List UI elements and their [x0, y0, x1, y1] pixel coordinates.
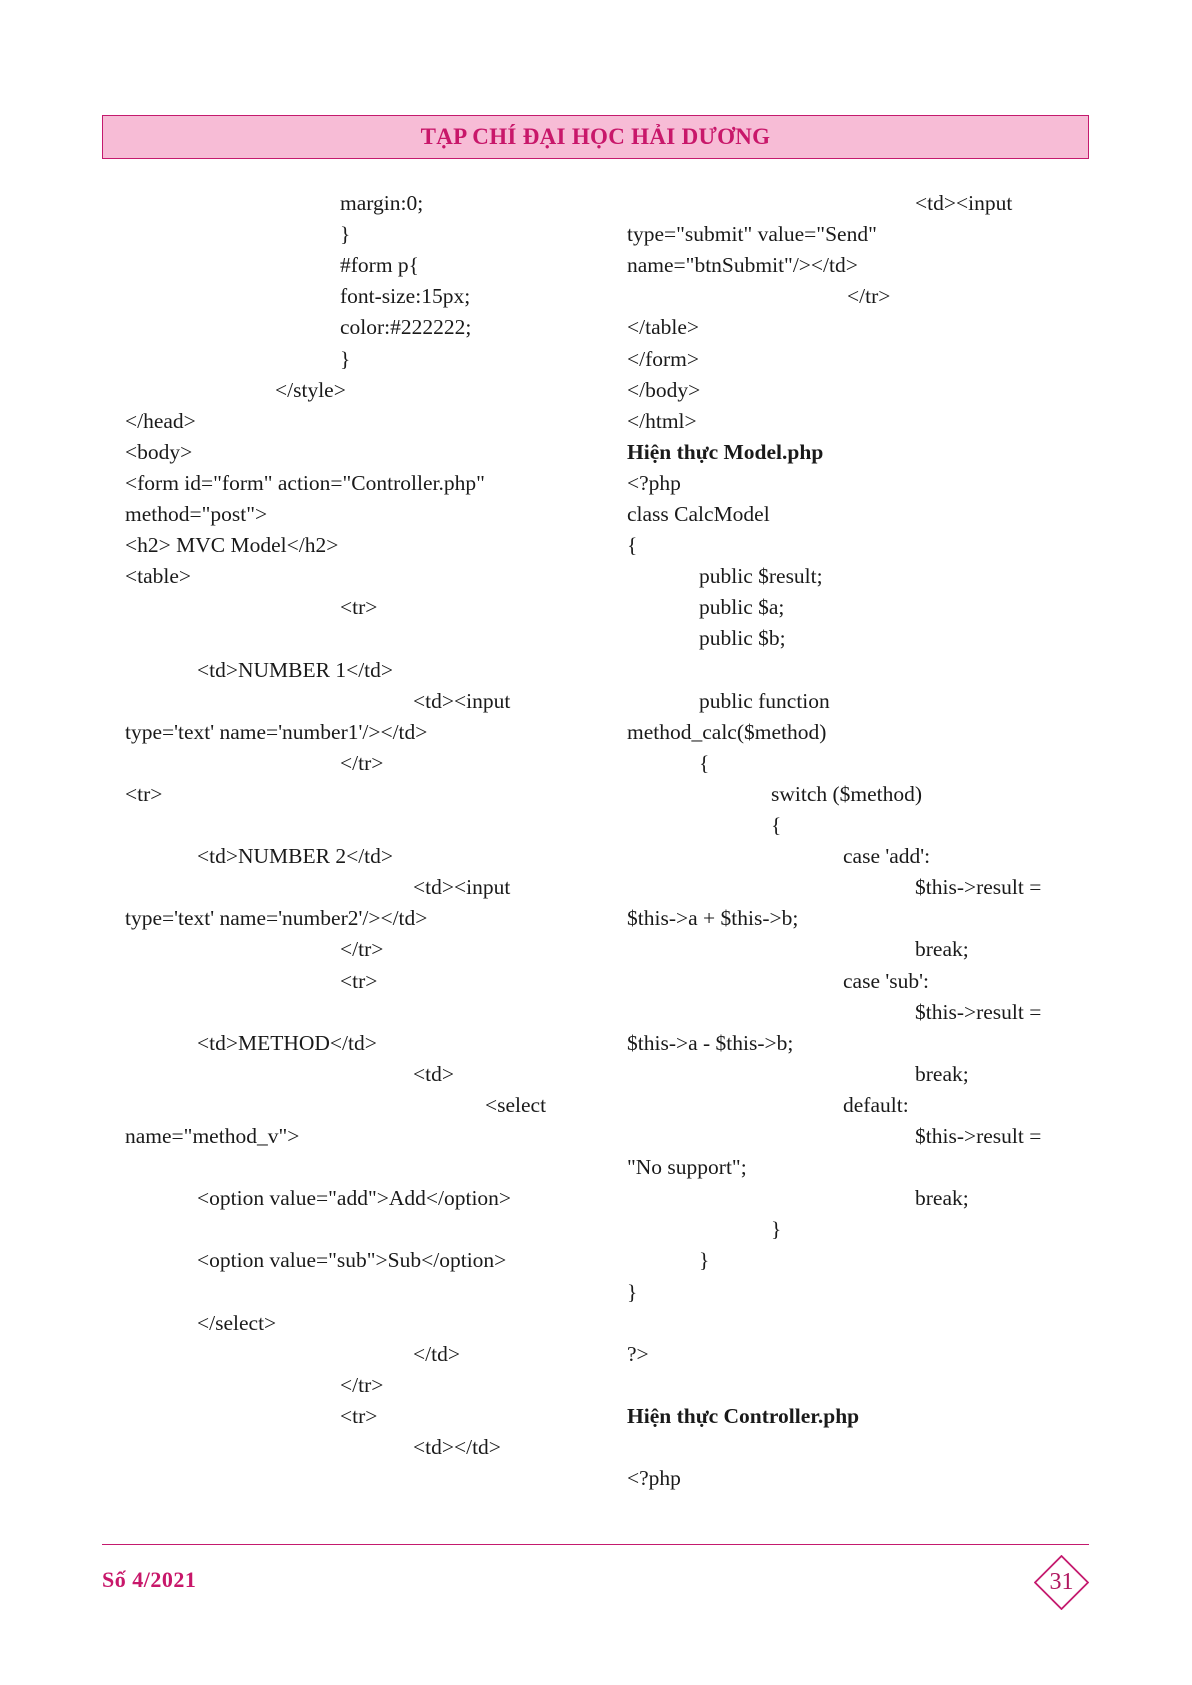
code-line: <tr>	[340, 968, 378, 993]
code-line: <td></td>	[413, 1435, 501, 1459]
code-line: </select>	[197, 1310, 277, 1335]
code-line: <td>METHOD</td>	[197, 1030, 377, 1055]
code-line: case 'sub':	[843, 968, 929, 993]
code-line: <td>NUMBER 1</td>	[197, 657, 394, 682]
code-line: public function	[699, 688, 830, 713]
code-line: <td><input	[413, 688, 511, 713]
code-line: $this->result =	[915, 875, 1042, 900]
code-line: $this->result =	[915, 1124, 1042, 1148]
code-line: }	[340, 346, 351, 371]
code-line: method_calc($method)	[627, 719, 827, 744]
code-line: margin:0;	[340, 191, 424, 215]
code-line: #form p{	[340, 253, 419, 278]
code-line: class CalcModel	[627, 502, 770, 526]
code-line: color:#222222;	[340, 315, 472, 340]
journal-header	[102, 115, 1089, 159]
issue-label: Số 4/2021	[102, 1567, 197, 1592]
code-line: default:	[843, 1092, 909, 1117]
code-line: <option value="add">Add</option>	[197, 1186, 512, 1211]
code-line: public $result;	[699, 564, 823, 589]
code-line: name="method_v">	[125, 1124, 300, 1148]
code-line: $this->a + $this->b;	[627, 906, 799, 931]
code-line: break;	[915, 1186, 969, 1211]
code-line: </style>	[275, 377, 346, 402]
code-line: public $a;	[699, 595, 785, 620]
code-line: }	[340, 222, 351, 247]
code-line: </form>	[627, 346, 700, 371]
code-line: </td>	[413, 1341, 460, 1366]
code-line: $this->a - $this->b;	[627, 1030, 794, 1055]
code-line: </table>	[627, 315, 700, 340]
code-line: }	[699, 1248, 710, 1273]
code-line: {	[627, 533, 638, 558]
code-line: <tr>	[125, 781, 163, 806]
code-line: switch ($method)	[771, 781, 923, 806]
code-line: type='text' name='number1'/></td>	[125, 719, 428, 744]
code-line: break;	[915, 937, 969, 962]
code-line: }	[627, 1279, 638, 1304]
page-number: 31	[1049, 1569, 1074, 1595]
code-line: </body>	[627, 377, 701, 402]
code-line: <h2> MVC Model</h2>	[125, 533, 339, 558]
code-line: <option value="sub">Sub</option>	[197, 1248, 507, 1273]
code-line: ?>	[627, 1341, 649, 1366]
section-heading: Hiện thực Controller.php	[627, 1403, 860, 1428]
code-line: </head>	[125, 408, 196, 433]
code-line: <form id="form" action="Controller.php"	[125, 470, 485, 495]
code-line: type='text' name='number2'/></td>	[125, 906, 428, 931]
code-line: <body>	[125, 439, 193, 464]
code-line: case 'add':	[843, 844, 931, 869]
code-line: </tr>	[340, 750, 384, 775]
code-line: <select	[485, 1092, 547, 1117]
code-line: <?php	[627, 1466, 681, 1491]
code-line: <table>	[125, 564, 192, 589]
code-line: name="btnSubmit"/></td>	[627, 253, 858, 278]
journal-title: TẠP CHÍ ĐẠI HỌC HẢI DƯƠNG	[420, 124, 771, 149]
code-line: <td><input	[915, 191, 1013, 215]
code-line: </tr>	[340, 937, 384, 962]
code-line: </html>	[627, 408, 697, 433]
section-heading: Hiện thực Model.php	[627, 439, 824, 464]
code-line: type="submit" value="Send"	[627, 222, 877, 247]
code-line: {	[699, 750, 710, 775]
code-line: <tr>	[340, 595, 378, 620]
code-line: <?php	[627, 470, 681, 495]
code-line: <td>NUMBER 2</td>	[197, 844, 394, 869]
footer-divider	[102, 1544, 1089, 1545]
code-line: }	[771, 1217, 782, 1242]
code-line: "No support";	[627, 1155, 747, 1180]
code-line: <td><input	[413, 875, 511, 900]
code-line: method="post">	[125, 502, 268, 526]
code-line: public $b;	[699, 626, 786, 651]
code-line: <tr>	[340, 1403, 378, 1428]
code-line: break;	[915, 1061, 969, 1086]
code-line: </tr>	[340, 1372, 384, 1397]
code-line: $this->result =	[915, 999, 1042, 1024]
code-line: </tr>	[847, 284, 891, 309]
code-line: {	[771, 813, 782, 837]
code-line: <td>	[413, 1061, 454, 1086]
code-line: font-size:15px;	[340, 284, 471, 309]
